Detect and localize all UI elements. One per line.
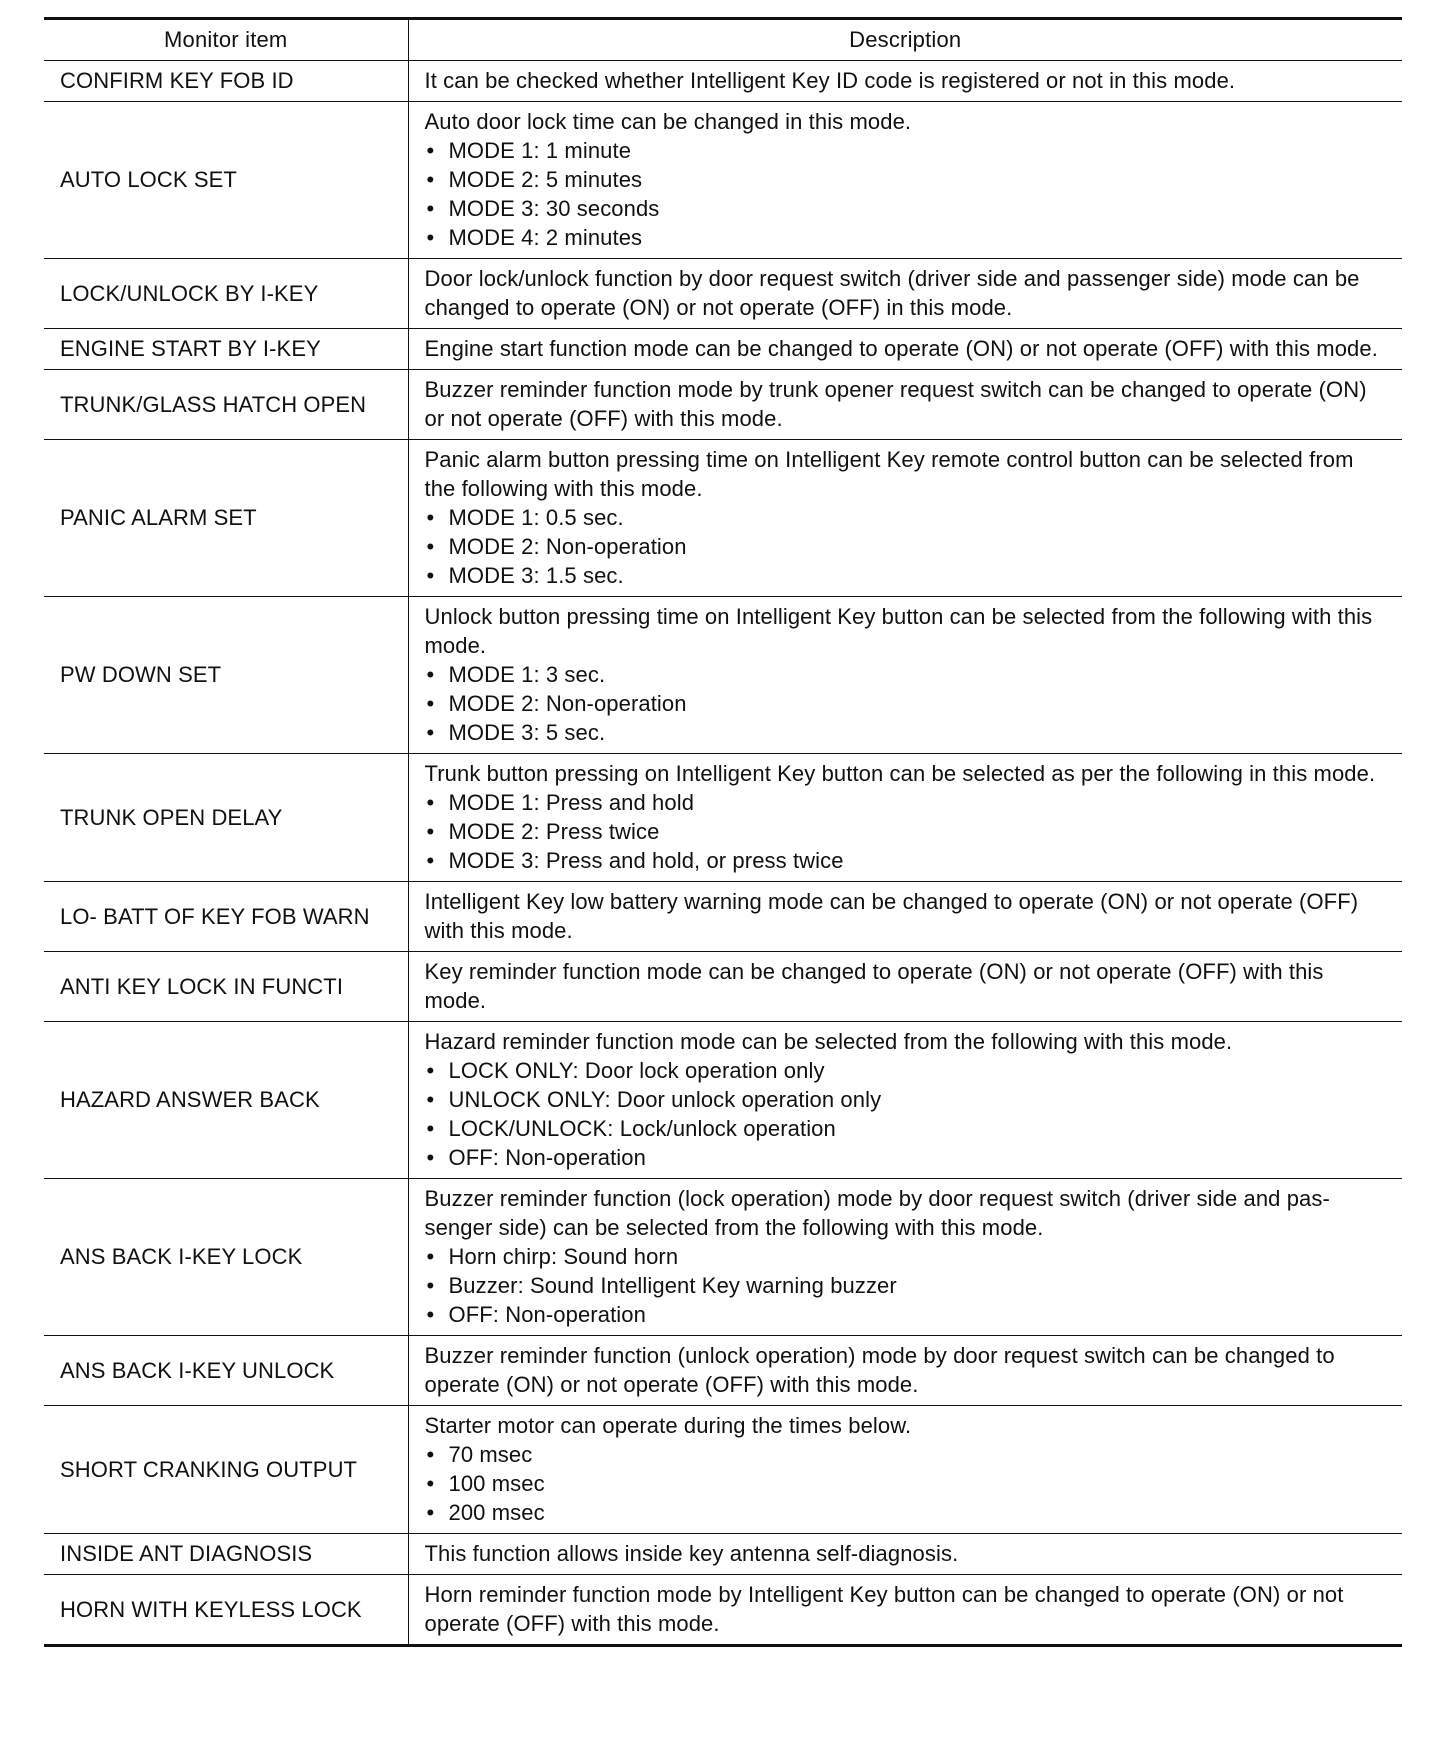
table-row [44, 329, 1402, 370]
option-list-item: • LOCK/UNLOCK: Lock/unlock operation [425, 1114, 1389, 1143]
monitor-item-cell: HORN WITH KEYLESS LOCK [44, 1575, 408, 1646]
option-list-item: • OFF: Non-operation [425, 1143, 1389, 1172]
description-cell [408, 329, 1402, 370]
option-list-item: • Buzzer: Sound Intelligent Key warning buzzer [425, 1271, 1389, 1300]
table-row [44, 1022, 1402, 1179]
monitor-item-cell: ANS BACK I-KEY UNLOCK [44, 1336, 408, 1406]
table-row [44, 882, 1402, 952]
description-text: Panic alarm button pressing time on Intelligent Key remote control button can be selected from the following with this mode. [424, 447, 1354, 501]
description-text: Unlock button pressing time on Intelligent Key button can be selected from the following with this mode. [424, 604, 1373, 658]
option-list-item: • Horn chirp: Sound horn [425, 1242, 1389, 1271]
description-cell [408, 1575, 1402, 1646]
monitor-item-sheet [44, 17, 1402, 1647]
monitor-item-cell: LO- BATT OF KEY FOB WARN [44, 882, 408, 952]
option-list [425, 1056, 1389, 1172]
option-list-item: • MODE 3: 1.5 sec. [425, 561, 1389, 590]
option-list-item: • MODE 3: Press and hold, or press twice [425, 846, 1389, 875]
table-row [44, 1575, 1402, 1646]
description-cell [408, 597, 1402, 754]
table-row [44, 102, 1402, 259]
description-text: Hazard reminder function mode can be selected from the following with this mode. [424, 1029, 1233, 1054]
table-row [44, 1179, 1402, 1336]
table-row [44, 370, 1402, 440]
option-list [425, 1242, 1389, 1329]
monitor-item-cell: TRUNK OPEN DELAY [44, 754, 408, 882]
option-list-item: • 200 msec [425, 1498, 1389, 1527]
option-list-item: • MODE 1: 1 minute [425, 136, 1389, 165]
monitor-item-table [44, 17, 1402, 1647]
description-text: Auto door lock time can be changed in this mode. [424, 109, 912, 134]
description-cell [408, 1406, 1402, 1534]
description-cell [408, 440, 1402, 597]
description-cell [408, 754, 1402, 882]
monitor-item-cell: TRUNK/GLASS HATCH OPEN [44, 370, 408, 440]
option-list-item: • MODE 1: Press and hold [425, 788, 1389, 817]
monitor-item-cell: ANS BACK I-KEY LOCK [44, 1179, 408, 1336]
option-list-item: • MODE 1: 0.5 sec. [425, 503, 1389, 532]
header-monitor-item: Monitor item [44, 19, 408, 61]
monitor-item-cell: CONFIRM KEY FOB ID [44, 61, 408, 102]
description-cell [408, 370, 1402, 440]
description-cell [408, 1534, 1402, 1575]
table-header-row [44, 19, 1402, 61]
option-list-item: • LOCK ONLY: Door lock operation only [425, 1056, 1389, 1085]
monitor-item-cell: INSIDE ANT DIAGNOSIS [44, 1534, 408, 1575]
option-list [425, 1440, 1389, 1527]
option-list-item: • MODE 3: 5 sec. [425, 718, 1389, 747]
option-list-item: • OFF: Non-operation [425, 1300, 1389, 1329]
description-text: Buzzer reminder function (lock operation) mode by door request switch (driver side and pas-senger side) can be selected from the following with this mode. [424, 1186, 1330, 1240]
description-cell [408, 1336, 1402, 1406]
description-text: This function allows inside key antenna self-diagnosis. [424, 1541, 959, 1566]
option-list-item: • 100 msec [425, 1469, 1389, 1498]
description-text: Starter motor can operate during the times below. [424, 1413, 912, 1438]
description-text: Engine start function mode can be changed to operate (ON) or not operate (OFF) with this mode. [424, 336, 1378, 361]
header-description: Description [408, 19, 1402, 61]
option-list [425, 788, 1389, 875]
description-cell [408, 882, 1402, 952]
description-text: Horn reminder function mode by Intelligent Key button can be changed to operate (ON) or not operate (OFF) with this mode. [424, 1582, 1344, 1636]
description-cell [408, 102, 1402, 259]
option-list [425, 660, 1389, 747]
option-list-item: • MODE 2: Non-operation [425, 532, 1389, 561]
option-list [425, 503, 1389, 590]
monitor-item-cell: ANTI KEY LOCK IN FUNCTI [44, 952, 408, 1022]
option-list-item: • MODE 2: Non-operation [425, 689, 1389, 718]
description-text: Key reminder function mode can be changed to operate (ON) or not operate (OFF) with this mode. [424, 959, 1324, 1013]
table-body [44, 61, 1402, 1646]
monitor-item-cell: PW DOWN SET [44, 597, 408, 754]
option-list-item: • MODE 1: 3 sec. [425, 660, 1389, 689]
option-list-item: • MODE 2: Press twice [425, 817, 1389, 846]
monitor-item-cell: AUTO LOCK SET [44, 102, 408, 259]
table-row [44, 1406, 1402, 1534]
description-text: It can be checked whether Intelligent Key ID code is registered or not in this mode. [424, 68, 1236, 93]
table-row [44, 61, 1402, 102]
option-list-item: • MODE 2: 5 minutes [425, 165, 1389, 194]
description-text: Buzzer reminder function mode by trunk opener request switch can be changed to operate (ON) or not operate (OFF) with this mode. [424, 377, 1367, 431]
table-row [44, 259, 1402, 329]
option-list-item: • MODE 4: 2 minutes [425, 223, 1389, 252]
description-text: Door lock/unlock function by door request switch (driver side and passenger side) mode can be changed to operate (ON) or not operate (OFF) in this mode. [424, 266, 1360, 320]
table-row [44, 1336, 1402, 1406]
table-row [44, 440, 1402, 597]
table-row [44, 952, 1402, 1022]
description-cell [408, 259, 1402, 329]
option-list-item: • 70 msec [425, 1440, 1389, 1469]
option-list-item: • UNLOCK ONLY: Door unlock operation only [425, 1085, 1389, 1114]
monitor-item-cell: PANIC ALARM SET [44, 440, 408, 597]
description-text: Trunk button pressing on Intelligent Key button can be selected as per the following in this mode. [424, 761, 1376, 786]
option-list-item: • MODE 3: 30 seconds [425, 194, 1389, 223]
monitor-item-cell: LOCK/UNLOCK BY I-KEY [44, 259, 408, 329]
description-cell [408, 952, 1402, 1022]
description-text: Buzzer reminder function (unlock operation) mode by door request switch can be changed to operate (ON) or not operate (OFF) with this mode. [424, 1343, 1335, 1397]
description-text: Intelligent Key low battery warning mode can be changed to operate (ON) or not operate (OFF) with this mode. [424, 889, 1359, 943]
description-cell [408, 61, 1402, 102]
monitor-item-cell: SHORT CRANKING OUTPUT [44, 1406, 408, 1534]
description-cell [408, 1022, 1402, 1179]
table-row [44, 1534, 1402, 1575]
table-row [44, 754, 1402, 882]
monitor-item-cell: HAZARD ANSWER BACK [44, 1022, 408, 1179]
table-row [44, 597, 1402, 754]
option-list [425, 136, 1389, 252]
description-cell [408, 1179, 1402, 1336]
monitor-item-cell: ENGINE START BY I-KEY [44, 329, 408, 370]
